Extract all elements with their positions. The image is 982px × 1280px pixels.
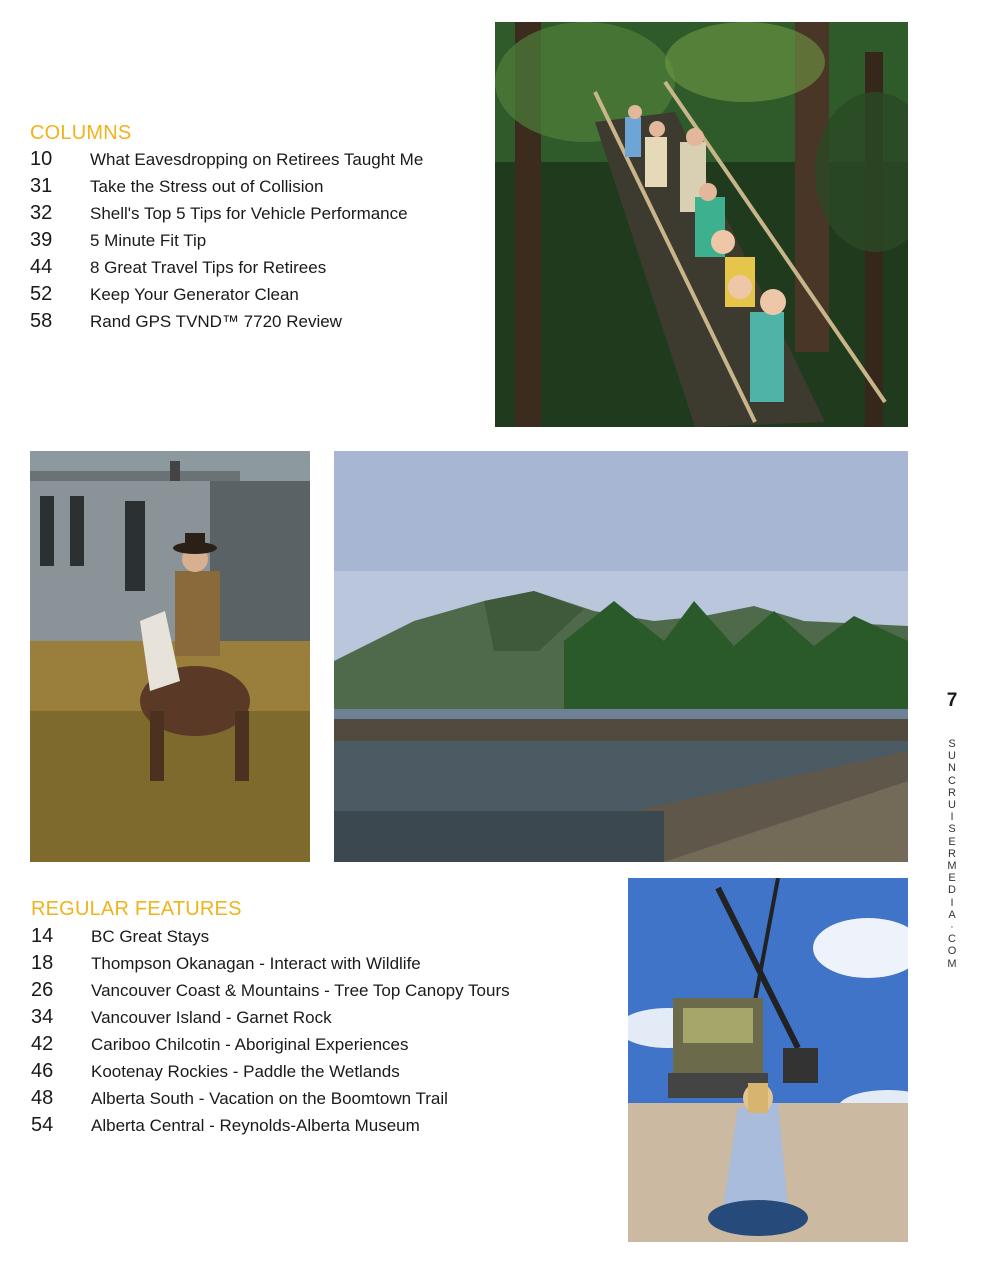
page-number: 52 <box>30 283 53 305</box>
entry-title: Shell's Top 5 Tips for Vehicle Performance <box>90 204 408 223</box>
page-number: 39 <box>30 229 53 251</box>
page-number: 10 <box>30 148 53 170</box>
page-number: 54 <box>31 1114 54 1136</box>
entry-title: What Eavesdropping on Retirees Taught Me <box>90 150 424 169</box>
features-list <box>31 925 510 1141</box>
columns-list <box>30 148 423 337</box>
toc-entry[interactable] <box>31 952 510 979</box>
photo-lake-mountains <box>334 451 908 862</box>
page-number: 18 <box>31 952 54 974</box>
entry-title: Thompson Okanagan - Interact with Wildlife <box>91 954 421 973</box>
page-number: 46 <box>31 1060 54 1082</box>
page-number: 42 <box>31 1033 54 1055</box>
columns-heading: COLUMNS <box>30 122 132 144</box>
website-letter: · <box>950 921 954 934</box>
website-letter: R <box>948 847 956 860</box>
website-letter: U <box>948 799 956 812</box>
website-letter: U <box>948 750 956 763</box>
website-letter: S <box>948 738 956 750</box>
website-letter: D <box>948 884 956 897</box>
page-number: 34 <box>31 1006 54 1028</box>
photo-suspension-bridge <box>495 22 908 427</box>
website-letter: M <box>947 957 957 970</box>
toc-entry[interactable] <box>31 1087 510 1114</box>
website-letter: E <box>948 872 956 885</box>
toc-entry[interactable] <box>30 310 423 337</box>
entry-title: Keep Your Generator Clean <box>90 285 299 304</box>
entry-title: Cariboo Chilcotin - Aboriginal Experiences <box>91 1035 409 1054</box>
photo-mining-shovel <box>628 878 908 1242</box>
entry-title: Alberta Central - Reynolds-Alberta Museum <box>91 1116 420 1135</box>
features-heading: REGULAR FEATURES <box>31 898 242 920</box>
photo-cowboy-train <box>30 451 310 862</box>
entry-title: Rand GPS TVND™ 7720 Review <box>90 312 342 331</box>
toc-entry[interactable] <box>30 283 423 310</box>
toc-entry[interactable] <box>30 148 423 175</box>
toc-entry[interactable] <box>31 1033 510 1060</box>
website-letter: E <box>948 835 956 848</box>
toc-entry[interactable] <box>31 1060 510 1087</box>
website-letter: S <box>948 823 956 836</box>
entry-title: Kootenay Rockies - Paddle the Wetlands <box>91 1062 400 1081</box>
entry-title: Vancouver Island - Garnet Rock <box>91 1008 332 1027</box>
entry-title: Vancouver Coast & Mountains - Tree Top Canopy Tours <box>91 981 510 1000</box>
toc-entry[interactable] <box>31 979 510 1006</box>
toc-entry[interactable] <box>30 256 423 283</box>
website-letter: O <box>947 945 957 958</box>
page-number-indicator: 7 <box>946 690 958 711</box>
website-letter: I <box>950 896 954 909</box>
page-number: 26 <box>31 979 54 1001</box>
page-number: 32 <box>30 202 53 224</box>
website-letter: N <box>948 762 956 775</box>
toc-entry[interactable] <box>30 202 423 229</box>
website-letter: A <box>948 908 956 921</box>
toc-entry[interactable] <box>31 1006 510 1033</box>
toc-entry[interactable] <box>30 229 423 256</box>
entry-title: Alberta South - Vacation on the Boomtown Trail <box>91 1089 448 1108</box>
website-letter: C <box>948 933 956 946</box>
entry-title: 8 Great Travel Tips for Retirees <box>90 258 327 277</box>
website-letter: M <box>947 860 957 873</box>
website-letter: R <box>948 786 956 799</box>
entry-title: 5 Minute Fit Tip <box>90 231 207 250</box>
toc-entry[interactable] <box>31 1114 510 1141</box>
page-number: 44 <box>30 256 53 278</box>
website-letter: C <box>948 774 956 787</box>
toc-entry[interactable] <box>31 925 510 952</box>
page-number: 14 <box>31 925 54 947</box>
page-number: 58 <box>30 310 53 332</box>
website-letter: I <box>950 811 954 824</box>
website-url <box>941 738 963 970</box>
page-number: 31 <box>30 175 53 197</box>
toc-entry[interactable] <box>30 175 423 202</box>
page-number: 48 <box>31 1087 54 1109</box>
entry-title: BC Great Stays <box>91 927 210 946</box>
entry-title: Take the Stress out of Collision <box>90 177 324 196</box>
